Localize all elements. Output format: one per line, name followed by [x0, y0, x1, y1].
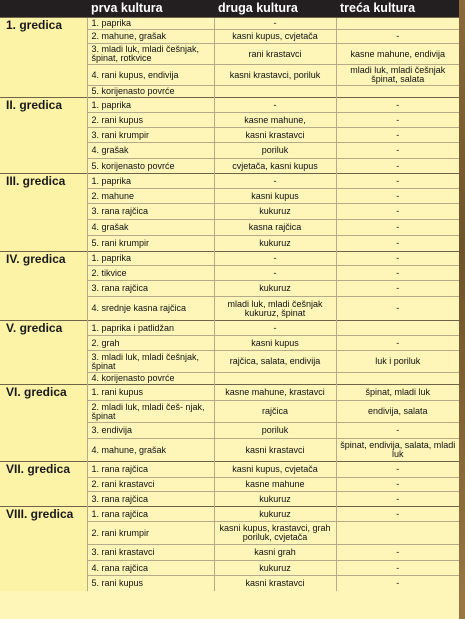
third-crop-cell: - [336, 281, 459, 297]
bed-name: II. gredica [0, 98, 87, 174]
third-crop-cell [336, 321, 459, 336]
second-crop-cell: rani krastavci [214, 44, 336, 65]
third-crop-cell: - [336, 478, 459, 492]
first-crop-cell: 4. grašak [87, 220, 214, 236]
table-row [0, 252, 459, 266]
header-empty-cell [0, 0, 87, 18]
second-crop-cell: kasne mahune [214, 478, 336, 492]
second-crop-cell: kukuruz [214, 561, 336, 576]
table-body [0, 18, 459, 591]
third-crop-cell: - [336, 143, 459, 159]
third-crop-cell: - [336, 113, 459, 128]
first-crop-cell: 1. rana rajčica [87, 507, 214, 522]
third-crop-cell: - [336, 561, 459, 576]
table-row [0, 385, 459, 401]
third-crop-cell: luk i poriluk [336, 351, 459, 373]
first-crop-cell: 2. grah [87, 336, 214, 351]
first-crop-cell: 5. korijenasto povrće [87, 86, 214, 98]
second-crop-cell: kasni kupus [214, 336, 336, 351]
first-crop-cell: 3. rana rajčica [87, 492, 214, 507]
second-crop-cell: kukuruz [214, 236, 336, 252]
third-crop-cell: - [336, 236, 459, 252]
first-crop-cell: 2. rani krastavci [87, 478, 214, 492]
third-crop-cell: - [336, 336, 459, 351]
bed-name: 1. gredica [0, 18, 87, 98]
first-crop-cell: 1. rana rajčica [87, 462, 214, 478]
first-crop-cell: 1. paprika [87, 98, 214, 113]
third-crop-cell [336, 18, 459, 30]
second-crop-cell: rajčica [214, 401, 336, 423]
third-crop-cell: - [336, 462, 459, 478]
third-crop-cell [336, 373, 459, 385]
third-crop-cell [336, 522, 459, 545]
second-crop-cell: kukuruz [214, 492, 336, 507]
first-crop-cell: 5. rani kupus [87, 576, 214, 591]
first-crop-cell: 4. srednje kasna rajčica [87, 297, 214, 321]
first-crop-cell: 3. rana rajčica [87, 281, 214, 297]
second-crop-cell: kasna rajčica [214, 220, 336, 236]
bed-name: VIII. gredica [0, 507, 87, 591]
first-crop-cell: 1. paprika i patlidžan [87, 321, 214, 336]
third-crop-cell: špinat, endivija, salata, mladi luk [336, 439, 459, 462]
first-crop-cell: 4. rana rajčica [87, 561, 214, 576]
first-crop-cell: 3. mladi luk, mladi češnjak, špinat, rotkvice [87, 44, 214, 65]
third-crop-cell: - [336, 98, 459, 113]
second-crop-cell: kasne mahune, krastavci [214, 385, 336, 401]
second-crop-cell: kukuruz [214, 204, 336, 220]
third-crop-cell: - [336, 30, 459, 44]
second-crop-cell: mladi luk, mladi češnjak kukuruz, špinat [214, 297, 336, 321]
header-second-crop: druga kultura [214, 0, 336, 18]
second-crop-cell: kasni krastavci [214, 439, 336, 462]
third-crop-cell: endivija, salata [336, 401, 459, 423]
third-crop-cell: - [336, 423, 459, 439]
third-crop-cell: - [336, 266, 459, 281]
first-crop-cell: 5. rani krumpir [87, 236, 214, 252]
bed-name: IV. gredica [0, 252, 87, 321]
table-header [0, 0, 459, 18]
second-crop-cell: kukuruz [214, 507, 336, 522]
third-crop-cell: - [336, 297, 459, 321]
first-crop-cell: 1. paprika [87, 174, 214, 189]
page-edge-strip [459, 0, 465, 619]
first-crop-cell: 4. rani kupus, endivija [87, 65, 214, 86]
second-crop-cell: cvjetača, kasni kupus [214, 159, 336, 174]
table-row [0, 321, 459, 336]
second-crop-cell: - [214, 174, 336, 189]
first-crop-cell: 4. mahune, grašak [87, 439, 214, 462]
third-crop-cell: mladi luk, mladi češnjak špinat, salata [336, 65, 459, 86]
first-crop-cell: 3. rani krumpir [87, 128, 214, 143]
table-row [0, 174, 459, 189]
first-crop-cell: 2. tikvice [87, 266, 214, 281]
first-crop-cell: 1. paprika [87, 18, 214, 30]
first-crop-cell: 2. rani krumpir [87, 522, 214, 545]
second-crop-cell: kasne mahune, [214, 113, 336, 128]
second-crop-cell: - [214, 321, 336, 336]
second-crop-cell: - [214, 266, 336, 281]
second-crop-cell: kasni krastavci, poriluk [214, 65, 336, 86]
table-row [0, 98, 459, 113]
third-crop-cell [336, 86, 459, 98]
third-crop-cell: - [336, 545, 459, 561]
first-crop-cell: 5. korijenasto povrće [87, 159, 214, 174]
second-crop-cell [214, 86, 336, 98]
third-crop-cell: - [336, 128, 459, 143]
third-crop-cell: - [336, 252, 459, 266]
first-crop-cell: 2. rani kupus [87, 113, 214, 128]
third-crop-cell: kasne mahune, endivija [336, 44, 459, 65]
third-crop-cell: - [336, 507, 459, 522]
third-crop-cell: - [336, 189, 459, 204]
header-third-crop: treća kultura [336, 0, 459, 18]
second-crop-cell [214, 373, 336, 385]
second-crop-cell: kukuruz [214, 281, 336, 297]
second-crop-cell: poriluk [214, 143, 336, 159]
first-crop-cell: 2. mahune, grašak [87, 30, 214, 44]
second-crop-cell: - [214, 252, 336, 266]
third-crop-cell: - [336, 174, 459, 189]
third-crop-cell: - [336, 220, 459, 236]
third-crop-cell: - [336, 204, 459, 220]
third-crop-cell: špinat, mladi luk [336, 385, 459, 401]
third-crop-cell: - [336, 159, 459, 174]
bed-name: V. gredica [0, 321, 87, 385]
header-first-crop: prva kultura [87, 0, 214, 18]
first-crop-cell: 2. mahune [87, 189, 214, 204]
second-crop-cell: kasni kupus [214, 189, 336, 204]
bed-name: VII. gredica [0, 462, 87, 507]
table-row [0, 507, 459, 522]
bed-name: III. gredica [0, 174, 87, 252]
first-crop-cell: 4. korijenasto povrće [87, 373, 214, 385]
first-crop-cell: 4. grašak [87, 143, 214, 159]
first-crop-cell: 3. rani krastavci [87, 545, 214, 561]
second-crop-cell: kasni kupus, cvjetača [214, 462, 336, 478]
second-crop-cell: - [214, 98, 336, 113]
third-crop-cell: - [336, 492, 459, 507]
table-row [0, 462, 459, 478]
bed-name: VI. gredica [0, 385, 87, 462]
first-crop-cell: 3. rana rajčica [87, 204, 214, 220]
third-crop-cell: - [336, 576, 459, 591]
second-crop-cell: rajčica, salata, endivija [214, 351, 336, 373]
second-crop-cell: kasni kupus, cvjetača [214, 30, 336, 44]
second-crop-cell: - [214, 18, 336, 30]
second-crop-cell: kasni krastavci [214, 576, 336, 591]
second-crop-cell: kasni grah [214, 545, 336, 561]
first-crop-cell: 1. rani kupus [87, 385, 214, 401]
first-crop-cell: 1. paprika [87, 252, 214, 266]
table-row [0, 18, 459, 30]
second-crop-cell: kasni krastavci [214, 128, 336, 143]
second-crop-cell: kasni kupus, krastavci, grah poriluk, cvjetača [214, 522, 336, 545]
first-crop-cell: 3. endivija [87, 423, 214, 439]
first-crop-cell: 3. mladi luk, mladi češnjak, špinat [87, 351, 214, 373]
second-crop-cell: poriluk [214, 423, 336, 439]
first-crop-cell: 2. mladi luk, mladi češ- njak, špinat [87, 401, 214, 423]
